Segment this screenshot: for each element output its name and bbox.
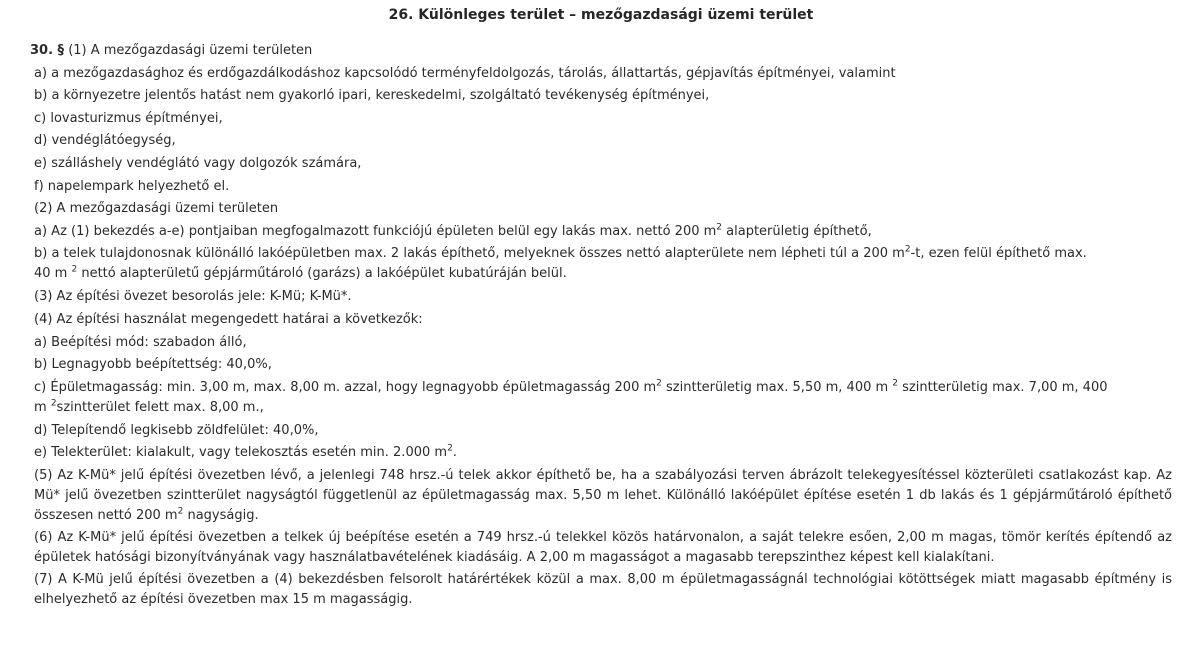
section-number: 30. § [30, 43, 65, 58]
text-fragment: nagyságig. [183, 507, 259, 523]
paragraph-3: (3) Az építési övezet besorolás jele: K-Mü; K-Mü*. [34, 289, 352, 305]
paragraph-6: (6) Az K-Mü* jelű építési övezetben a telkek új beépítése esetén a 749 hrsz.-ú telekkel közös határvonalon, a saját telekre esően, 2,00 m magas, tömör kerítés építendő az épületek hatósági bizonyítványának vagy használatbavételének kiadásáig. A 2,00 m magasságot a magasabb terepszinthez képest kell kialakítani. [34, 529, 1172, 565]
list-item-4a: a) Beépítési mód: szabadon álló, [34, 334, 247, 350]
superscript: 2 [904, 245, 911, 256]
page-title: 26. Különleges terület – mezőgazdasági üzemi terület [388, 7, 814, 23]
list-item-2b [30, 244, 1172, 284]
list-item-1f: f) napelempark helyezhető el. [34, 178, 230, 194]
text-fragment: alapterületig építhető, [722, 223, 872, 239]
paragraph-7: (7) A K-Mü jelű építési övezetben a (4) bekezdésben felsorolt határértékek közül a max. 8,00 m épületmagasságnál technológiai kötöttségek miatt magasabb építmény is elhelyezhető az építési övezetben max 15 m magasságig. [34, 571, 1172, 607]
superscript: 2 [71, 265, 78, 276]
paragraph-1-heading [30, 40, 1172, 63]
list-item-2a [30, 221, 1172, 244]
list-item-1d: d) vendéglátóegység, [34, 133, 176, 149]
list-item-1a: a) a mezőgazdasághoz és erdőgazdálkodáshoz kapcsolódó terményfeldolgozás, tárolás, állattartás, gépjavítás építményei, valamint [34, 65, 896, 81]
list-item-1c: c) lovasturizmus építményei, [34, 110, 223, 126]
superscript: 2 [177, 506, 184, 517]
list-item-4e [30, 442, 1172, 465]
superscript: 2 [892, 378, 899, 389]
paragraph-1-heading-text: (1) A mezőgazdasági üzemi területen [64, 43, 313, 58]
text-fragment: szintterület felett max. 8,00 m., [56, 399, 264, 415]
list-item-4d: d) Telepítendő legkisebb zöldfelület: 40,0%, [34, 422, 319, 438]
text-fragment: e) Telekterület: kialakult, vagy telekosztás esetén min. 2.000 m [34, 445, 448, 461]
text-fragment: b) a telek tulajdonosnak különálló lakóépületben max. 2 lakás építhető, melyeknek összes nettó alapterülete nem lépheti túl a 200 m [34, 246, 905, 262]
list-item-1b: b) a környezetre jelentős hatást nem gyakorló ipari, kereskedelmi, szolgáltató tevékenység építményei, [34, 88, 710, 104]
paragraph-5 [30, 466, 1172, 526]
text-fragment: c) Épületmagasság: min. 3,00 m, max. 8,00 m. azzal, hogy legnagyobb épületmagasság 200 m [34, 379, 657, 395]
list-item-4b: b) Legnagyobb beépítettség: 40,0%, [34, 357, 272, 373]
superscript: 2 [447, 443, 453, 454]
text-fragment: 40 m [34, 266, 68, 282]
superscript: 2 [656, 378, 662, 389]
list-item-1e: e) szálláshely vendéglátó vagy dolgozók számára, [34, 155, 362, 171]
text-fragment: (5) Az K-Mü* jelű építési övezetben lévő, a jelenlegi 748 hrsz.-ú telek akkor építhető be, ha a szabályozási terven ábrázolt telekegyesítéssel közterületi csatlakozást kap. Az Mü* jelű övezetben szintterület nagyságtól függetlenül az épületmagasság max. 5,50 m lehet. Különálló lakóépület építése esetén 1 db lakás és 1 gépjárműtároló építhető összesen nettó 200 m [34, 467, 1172, 523]
superscript: 2 [50, 398, 57, 409]
text-fragment: a) Az (1) bekezdés a-e) pontjaiban megfogalmazott funkciójú épületen belül egy lakás max. nettó 200 m [34, 223, 717, 239]
paragraph-2-heading: (2) A mezőgazdasági üzemi területen [34, 201, 279, 217]
text-fragment: . [452, 445, 457, 461]
text-fragment: m [34, 399, 47, 415]
text-fragment: szintterületig max. 7,00 m, 400 [898, 379, 1108, 395]
text-fragment: -t, ezen felül építhető max. [910, 246, 1087, 262]
text-fragment: nettó alapterületű gépjárműtároló (garázs) a lakóépület kubatúráján belül. [77, 266, 567, 282]
text-fragment: szintterületig max. 5,50 m, 400 m [661, 379, 889, 395]
superscript: 2 [716, 222, 723, 233]
paragraph-4-heading: (4) Az építési használat megengedett határai a következők: [34, 311, 423, 327]
list-item-4c [30, 378, 1172, 418]
